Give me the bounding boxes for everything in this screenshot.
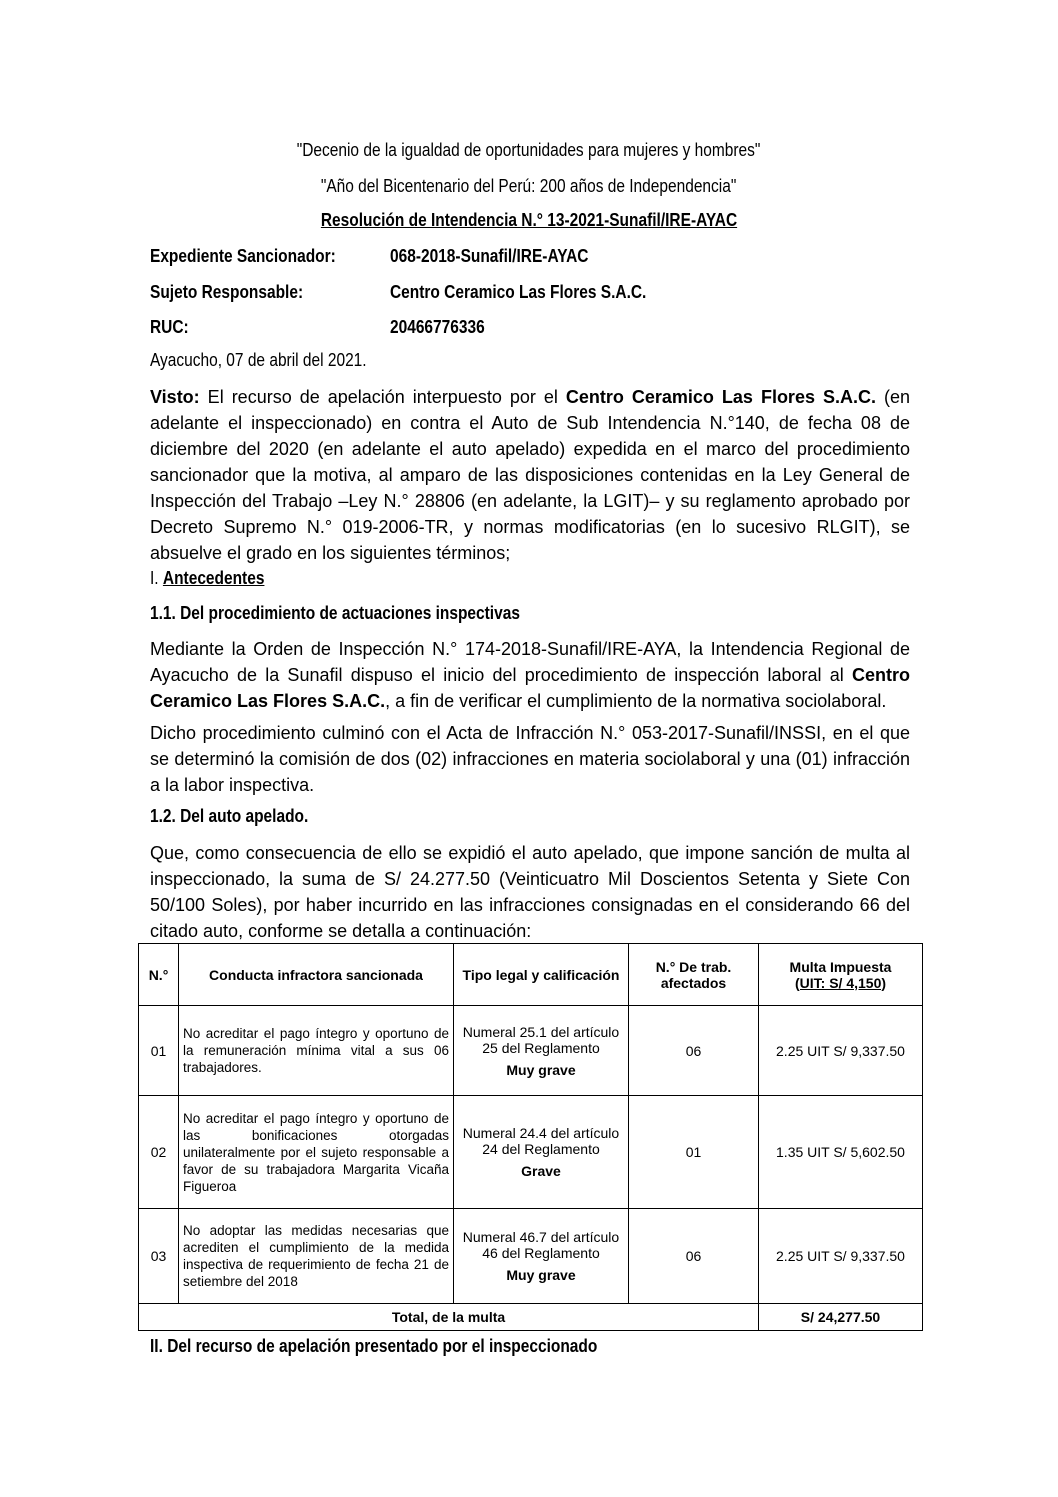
- header-multa-uit: (UIT: S/ 4,150): [794, 974, 887, 991]
- visto-text-b: (en adelante el inspeccionado) en contra el Auto de Sub Intendencia N.°140, de fecha 08 de diciembre del 2020 (en adelante el auto apelado) expedida en el marco del procedimiento sancionador que la motiva, al amparo de las disposiciones contenidas en la Ley General de Inspección del Trabajo –Ley N.° 28806 (en adelante, la LGIT)– y su reglamento aprobado por Decreto Supremo N.° 019-2006-TR, y normas modificatorias (en lo sucesivo RLGIT), se absuelve el grado en los siguientes términos;: [150, 387, 910, 563]
- total-value: S/ 24,277.50: [759, 1304, 923, 1331]
- row-conducta: No acreditar el pago íntegro y oportuno de las bonificaciones otorgadas unilateralmente por el sujeto responsable a favor de su trabajadora Margarita Vicaña Figueroa: [179, 1096, 454, 1209]
- row-multa: 2.25 UIT S/ 9,337.50: [759, 1006, 923, 1096]
- table-row: [139, 1096, 923, 1209]
- subsection-1-2-heading: 1.2. Del auto apelado.: [150, 806, 309, 826]
- row-conducta: No acreditar el pago íntegro y oportuno de la remuneración mínima vital a sus 06 trabajadores.: [179, 1006, 454, 1096]
- row-conducta: No adoptar las medidas necesarias que acrediten el cumplimiento de la medida inspectiva de requerimiento de fecha 21 de setiembre del 2018: [179, 1209, 454, 1304]
- expediente-label: Expediente Sancionador:: [150, 246, 336, 266]
- row-calificacion: Muy grave: [506, 1267, 576, 1283]
- row-number: 02: [139, 1096, 179, 1209]
- ruc-value: 20466776336: [390, 317, 485, 337]
- row-afectados: 06: [629, 1209, 759, 1304]
- row-calificacion: Muy grave: [506, 1061, 576, 1078]
- fines-table: [138, 943, 923, 1331]
- section1-heading: [150, 568, 264, 589]
- date-line: Ayacucho, 07 de abril del 2021.: [150, 350, 367, 370]
- subsection-1-1-paragraph-2: Dicho procedimiento culminó con el Acta de Infracción N.° 053-2017-Sunafil/INSSI, en el que se determinó la comisión de dos (02) infracciones en materia sociolaboral y una (01) infracción a la labor inspectiva.: [150, 723, 910, 795]
- row-tipo-text: Numeral 25.1 del artículo 25 del Reglamento: [462, 1023, 620, 1056]
- total-label: Total, de la multa: [139, 1304, 759, 1331]
- table-row: [139, 1209, 923, 1304]
- section1-prefix: I.: [150, 568, 163, 588]
- motto-line-1: "Decenio de la igualdad de oportunidades para mujeres y hombres": [297, 140, 761, 160]
- row-tipo: [454, 1096, 629, 1209]
- visto-label: Visto:: [150, 387, 200, 407]
- subsection-1-1-paragraph-1: [150, 636, 910, 714]
- resolution-title: Resolución de Intendencia N.° 13-2021-Sunafil/IRE-AYAC: [320, 210, 738, 230]
- row-tipo: [454, 1006, 629, 1096]
- row-afectados: 06: [629, 1006, 759, 1096]
- row-afectados: 01: [629, 1096, 759, 1209]
- section2-heading: II. Del recurso de apelación presentado por el inspeccionado: [150, 1336, 598, 1356]
- visto-company: Centro Ceramico Las Flores S.A.C.: [565, 387, 876, 407]
- row-tipo: [454, 1209, 629, 1304]
- row-multa: 2.25 UIT S/ 9,337.50: [759, 1209, 923, 1304]
- subsection-1-1-heading: 1.1. Del procedimiento de actuaciones inspectivas: [150, 603, 520, 623]
- visto-text-a: El recurso de apelación interpuesto por el: [199, 387, 566, 407]
- row-tipo-text: Numeral 24.4 del artículo 24 del Reglamento: [462, 1125, 620, 1157]
- ruc-label: RUC:: [150, 317, 189, 337]
- table-total-row: [139, 1304, 923, 1331]
- row-multa: 1.35 UIT S/ 5,602.50: [759, 1096, 923, 1209]
- row-calificacion: Grave: [521, 1163, 561, 1179]
- table-header-row: [139, 944, 923, 1006]
- expediente-value: 068-2018-Sunafil/IRE-AYAC: [390, 246, 589, 266]
- row-number: 01: [139, 1006, 179, 1096]
- visto-paragraph: [150, 384, 910, 566]
- header-number: N.°: [139, 944, 179, 1006]
- header-tipo: Tipo legal y calificación: [454, 944, 629, 1006]
- motto-line-2: "Año del Bicentenario del Perú: 200 años de Independencia": [321, 176, 737, 196]
- row-number: 03: [139, 1209, 179, 1304]
- row-tipo-text: Numeral 46.7 del artículo 46 del Reglamento: [462, 1229, 620, 1261]
- sujeto-label: Sujeto Responsable:: [150, 282, 304, 302]
- subsection-1-2-paragraph: Que, como consecuencia de ello se expidió el auto apelado, que impone sanción de multa al inspeccionado, la suma de S/ 24.277.50 (Veinticuatro Mil Doscientos Setenta y Siete Con 50/100 Soles), por haber incurrido en las infracciones consignadas en el considerando 66 del citado auto, conforme se detalla a continuación:: [150, 843, 910, 941]
- header-afectados: N.° De trab. afectados: [629, 944, 759, 1006]
- sub1-p1-text-a: Mediante la Orden de Inspección N.° 174-2018-Sunafil/IRE-AYA, la Intendencia Regional de Ayacucho de la Sunafil dispuso el inicio del procedimiento de inspección laboral al: [150, 639, 910, 685]
- header-conducta: Conducta infractora sancionada: [179, 944, 454, 1006]
- sub1-p1-company: Centro Ceramico Las Flores S.A.C.: [150, 665, 910, 711]
- header-multa-label: Multa Impuesta: [789, 958, 892, 975]
- table-row: [139, 1006, 923, 1096]
- sujeto-value: Centro Ceramico Las Flores S.A.C.: [390, 282, 647, 302]
- sub1-p1-text-b: , a fin de verificar el cumplimiento de la normativa sociolaboral.: [385, 691, 887, 711]
- section1-title: Antecedentes: [162, 568, 265, 588]
- header-multa: [759, 944, 923, 1006]
